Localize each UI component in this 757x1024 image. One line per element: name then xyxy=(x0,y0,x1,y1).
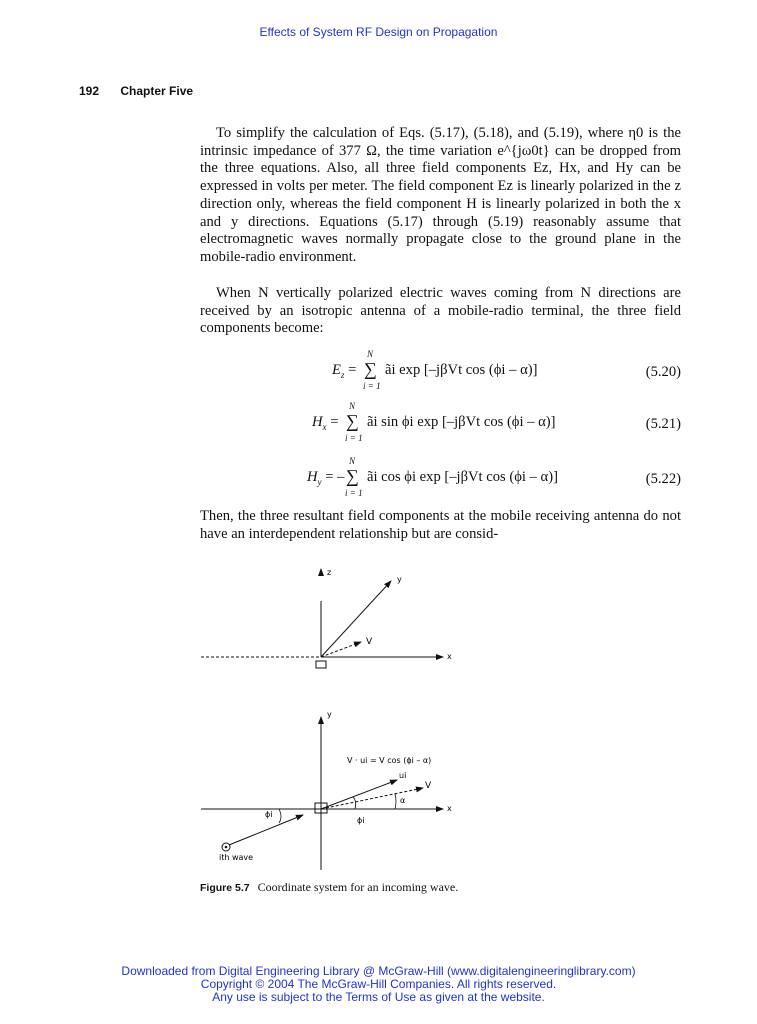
bottom-diagram xyxy=(201,710,452,870)
ui-label: ui xyxy=(399,771,407,780)
ith-wave-label: ith wave xyxy=(219,853,254,862)
phi-label: ϕi xyxy=(357,816,365,825)
y-axis-label: y xyxy=(327,710,332,719)
sum-lower-limit: i = 1 xyxy=(345,488,363,498)
footer-copyright: Copyright © 2004 The McGraw-Hill Companies. All rights reserved. xyxy=(200,977,557,991)
figure-coordinate-system xyxy=(195,565,465,875)
figure-caption xyxy=(200,880,470,895)
equation-lhs: $E_z$ = xyxy=(332,362,357,380)
equation-lhs: $H_y$ = – xyxy=(307,469,345,487)
paragraph-3-text: Then, the three resultant field components at the mobile receiving antenna do not have an interdependent relationship but are consid- xyxy=(200,508,681,542)
velocity-vector xyxy=(321,642,361,657)
header-link[interactable]: Effects of System RF Design on Propagation xyxy=(259,25,498,39)
equation-5-20 xyxy=(300,349,681,392)
phi-arc xyxy=(353,797,356,809)
x-axis-label: x xyxy=(447,804,452,813)
sum-upper-limit: N xyxy=(349,456,356,466)
alpha-label: α xyxy=(400,796,406,805)
projection-formula: V · ui = V cos (ϕi – α) xyxy=(347,756,432,765)
sum-symbol: ∑ xyxy=(346,411,359,431)
sum-symbol: ∑ xyxy=(364,359,377,379)
velocity-label: V xyxy=(425,781,432,791)
equation-lhs: $H_x$ = xyxy=(312,414,339,432)
equation-number: (5.22) xyxy=(645,471,681,487)
y-axis-label: y xyxy=(397,575,402,584)
ui-vector xyxy=(321,780,397,809)
equation-number: (5.20) xyxy=(645,364,681,380)
sum-upper-limit: N xyxy=(367,349,374,359)
paragraph-1 xyxy=(200,125,681,267)
y-axis xyxy=(321,581,391,657)
equation-rhs: ãi cos ϕi exp [–jβVt cos (ϕi – α)] xyxy=(367,469,558,485)
z-axis-label: z xyxy=(327,568,332,577)
footer-terms-link[interactable]: Any use is subject to the Terms of Use as given at the website. xyxy=(212,990,545,1004)
x-axis-label: x xyxy=(447,652,452,661)
footer-download-link[interactable]: Downloaded from Digital Engineering Library @ McGraw-Hill (www.digitalengineeringlibrary.com) xyxy=(121,964,636,978)
equation-5-22 xyxy=(300,456,681,499)
phi-left-arc xyxy=(279,809,281,823)
equation-rhs: ãi exp [–jβVt cos (ϕi – α)] xyxy=(385,362,538,378)
equation-number: (5.21) xyxy=(645,416,681,432)
figure-label: Figure 5.7 xyxy=(200,882,250,894)
sum-lower-limit: i = 1 xyxy=(363,381,381,391)
velocity-vector xyxy=(321,788,423,809)
paragraph-3 xyxy=(200,508,681,543)
vehicle-icon xyxy=(316,661,326,668)
sum-symbol: ∑ xyxy=(346,466,359,486)
chapter-title: Chapter Five xyxy=(120,84,194,98)
alpha-arc xyxy=(395,794,396,809)
caption-text: Coordinate system for an incoming wave. xyxy=(257,880,459,894)
top-diagram xyxy=(201,568,452,668)
incoming-wave-vector xyxy=(229,815,303,845)
running-head xyxy=(79,84,193,98)
equation-rhs: ãi sin ϕi exp [–jβVt cos (ϕi – α)] xyxy=(367,414,556,430)
equation-5-21 xyxy=(300,401,681,444)
sum-lower-limit: i = 1 xyxy=(345,433,363,443)
velocity-label: V xyxy=(366,637,373,647)
footer xyxy=(0,965,757,1004)
phi-left-label: ϕi xyxy=(265,810,273,819)
sum-upper-limit: N xyxy=(349,401,356,411)
paragraph-2 xyxy=(200,285,681,338)
paragraph-1-text: To simplify the calculation of Eqs. (5.17), (5.18), and (5.19), where η0 is the intrinsic impedance of 377 Ω, the time variation e^{jω0t} can be dropped from the three equations. Also, all three field components Ez, Hx, and Hy can be expressed in volts per meter. The field component Ez is linearly polarized in the z direction only, whereas the field component H is linearly polarized in both the x and y directions. Equations (5.17) through (5.19) reasonably assume that electromagnetic waves normally propagate close to the ground plane in the mobile-radio environment. xyxy=(200,125,681,265)
paragraph-2-text: When N vertically polarized electric waves coming from N directions are received by an isotropic antenna of a mobile-radio terminal, the three field components become: xyxy=(200,285,681,337)
page-number: 192 xyxy=(79,84,100,98)
